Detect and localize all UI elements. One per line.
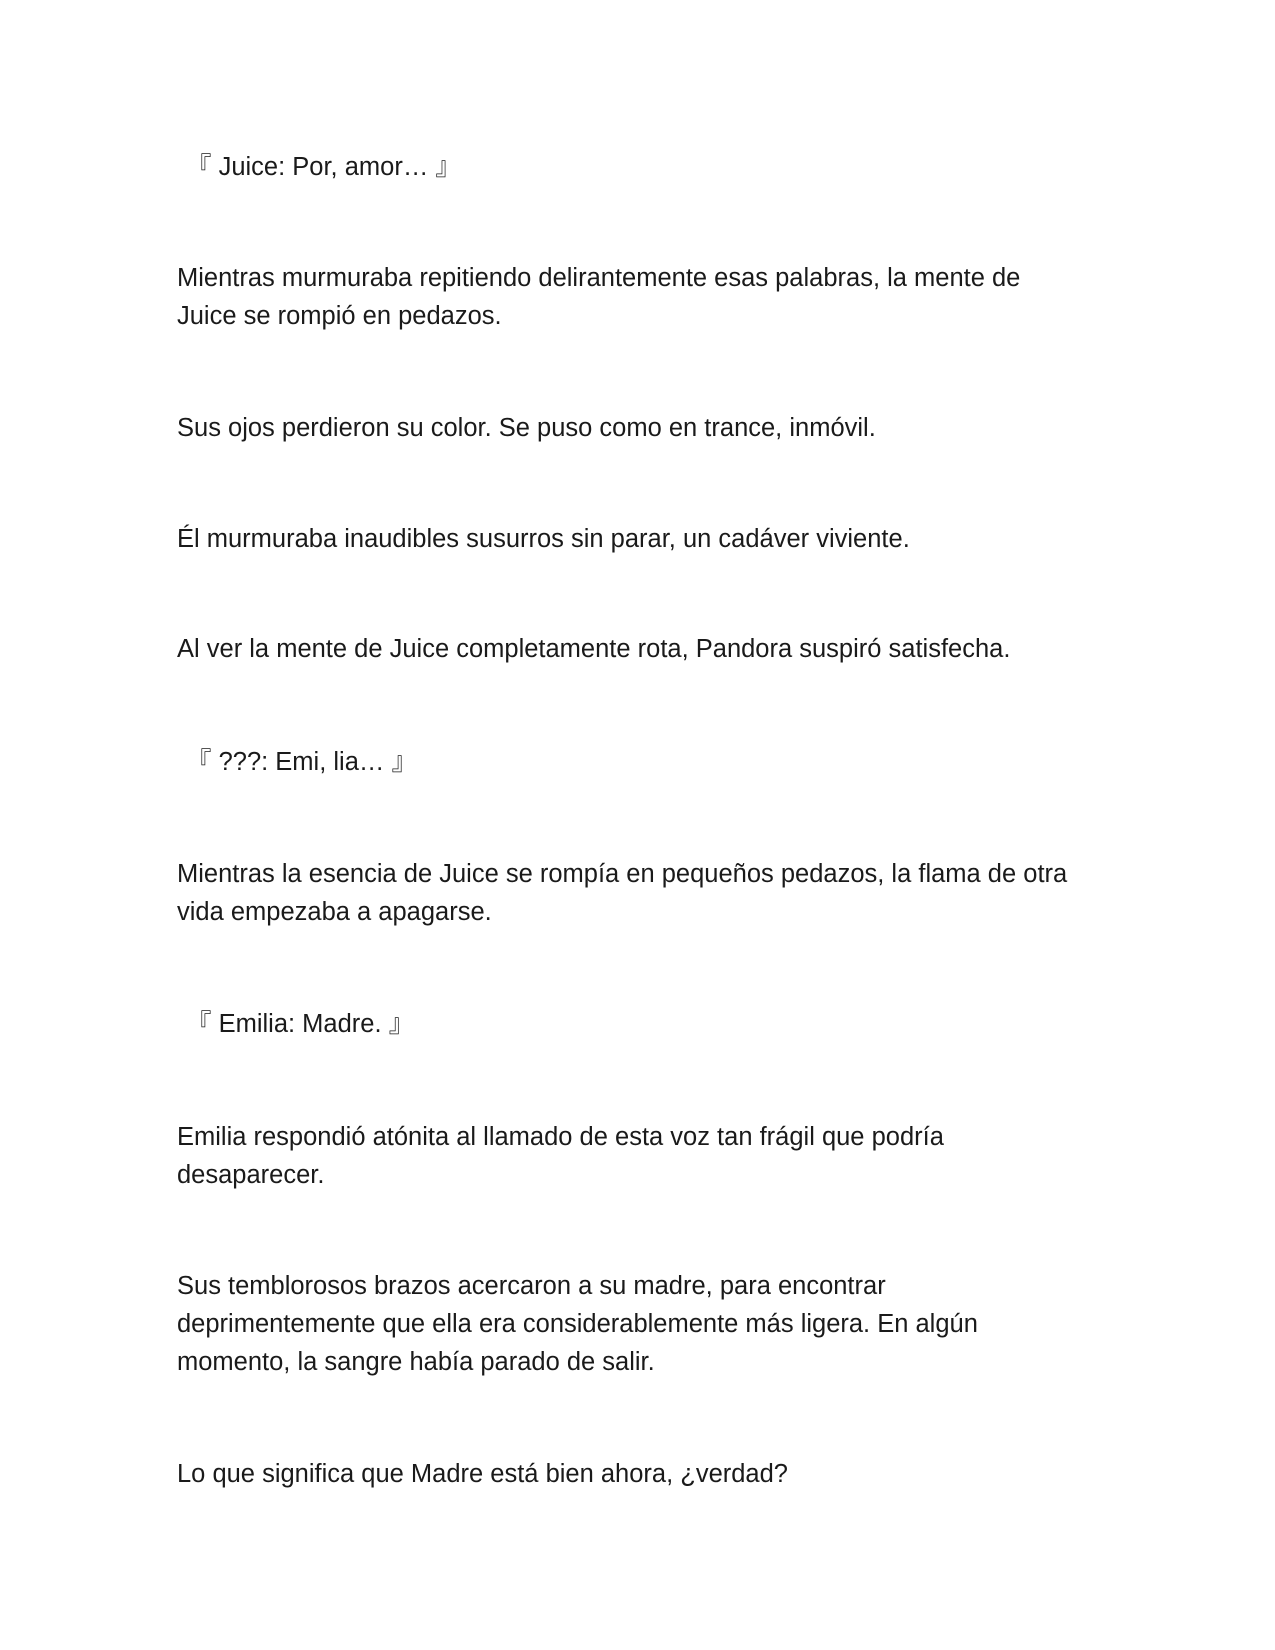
dialogue-juice (186, 148, 1126, 186)
paragraph (177, 409, 1117, 447)
text-line: Mientras la esencia de Juice se rompía en pequeños pedazos, la flama de otra (177, 860, 1068, 888)
text-line: desaparecer. (177, 1161, 325, 1189)
text-line: deprimentemente que ella era considerablemente más ligera. En algún (177, 1310, 978, 1338)
text-line: vida empezaba a apagarse. (177, 898, 492, 926)
paragraph (177, 1118, 1117, 1194)
text-line: Él murmuraba inaudibles susurros sin parar, un cadáver viviente. (177, 525, 910, 553)
text-line: 『 Emilia: Madre. 』 (186, 1010, 415, 1038)
text-line: momento, la sangre había parado de salir. (177, 1348, 655, 1376)
paragraph (177, 520, 1117, 558)
text-line: Lo que significa que Madre está bien ahora, ¿verdad? (177, 1460, 788, 1488)
text-line: Sus temblorosos brazos acercaron a su madre, para encontrar (177, 1272, 886, 1300)
dialogue-unknown (186, 743, 1126, 781)
text-line: Al ver la mente de Juice completamente rota, Pandora suspiró satisfecha. (177, 635, 1011, 663)
text-line: Juice se rompió en pedazos. (177, 302, 502, 330)
text-line: 『 ???: Emi, lia… 』 (186, 748, 417, 776)
dialogue-emilia (186, 1005, 1126, 1043)
paragraph (177, 1267, 1117, 1381)
paragraph (177, 630, 1117, 668)
text-line: Mientras murmuraba repitiendo delirantemente esas palabras, la mente de (177, 264, 1021, 292)
paragraph (177, 855, 1117, 931)
paragraph (177, 259, 1117, 335)
text-line: Sus ojos perdieron su color. Se puso como en trance, inmóvil. (177, 414, 876, 442)
paragraph (177, 1455, 1117, 1493)
text-line: 『 Juice: Por, amor… 』 (186, 153, 461, 181)
text-line: Emilia respondió atónita al llamado de esta voz tan frágil que podría (177, 1123, 944, 1151)
